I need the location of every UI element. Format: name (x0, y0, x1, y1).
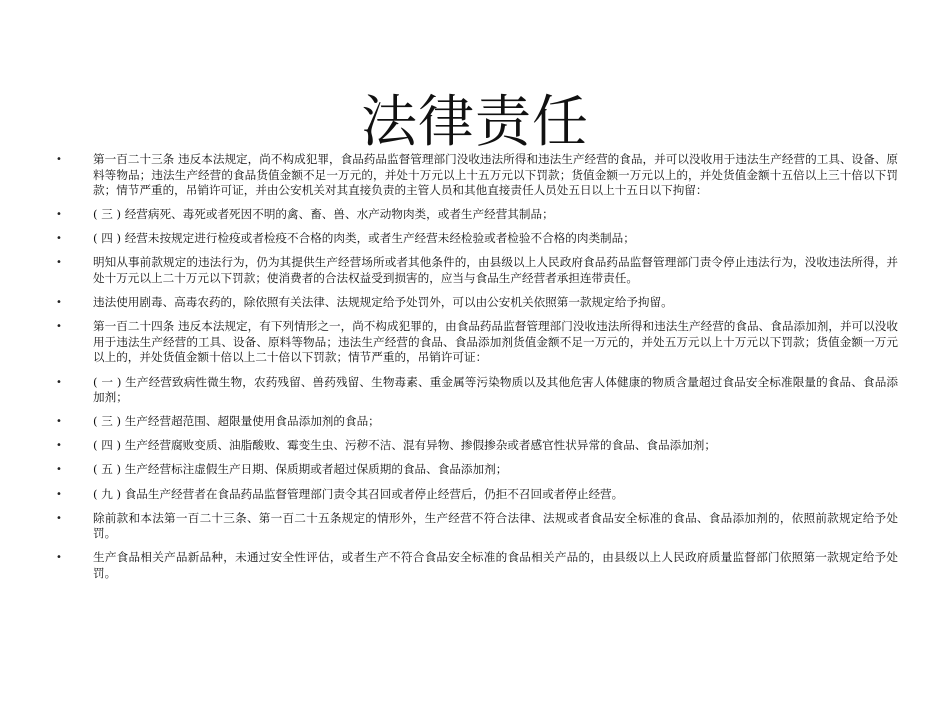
list-item (56, 319, 898, 366)
paragraph-text: ( 三 ) 经营病死、毒死或者死因不明的禽、畜、兽、水产动物肉类，或者生产经营其制品； (93, 207, 554, 222)
bullet-list (56, 152, 898, 590)
bullet-icon: • (56, 552, 62, 564)
paragraph-text: ( 四 ) 生产经营腐败变质、油脂酸败、霉变生虫、污秽不洁、混有异物、掺假掺杂或者感官性状异常的食品、食品添加剂； (93, 438, 716, 453)
paragraph-text: 生产食品相关产品新品种，未通过安全性评估，或者生产不符合食品安全标准的食品相关产品的，由县级以上人民政府质量监督部门依照第一款规定给予处罚。 (93, 550, 898, 580)
bullet-icon: • (56, 233, 62, 245)
list-item (56, 152, 898, 199)
paragraph-text: 除前款和本法第一百二十三条、第一百二十五条规定的情形外，生产经营不符合法律、法规或者食品安全标准的食品、食品添加剂的，依照前款规定给予处罚。 (93, 510, 898, 541)
list-item (56, 550, 898, 581)
bullet-icon: • (56, 376, 62, 388)
bullet-icon: • (56, 297, 62, 309)
paragraph-text: 第一百二十三条 违反本法规定，尚不构成犯罪，食品药品监督管理部门没收违法所得和违法生产经营的食品，并可以没收用于违法生产经营的工具、设备、原料等物品；违法生产经营的食品货值金额不足一万元的，并处十万元以上十五万元以下罚款；货值金额一万元以上的，并处货值金额十五倍以上三十倍以下罚款；情节严重的，吊销许可证，并由公安机关对其直接负责的主管人员和其他直接责任人员处五日以上十五日以下拘留： (93, 152, 898, 198)
bullet-icon: • (56, 512, 62, 524)
bullet-icon: • (56, 154, 62, 165)
list-item (56, 295, 898, 311)
bullet-icon: • (56, 321, 62, 333)
paragraph-text: ( 三 ) 生产经营超范围、超限量使用食品添加剂的食品； (93, 414, 380, 429)
paragraph-text: 第一百二十四条 违反本法规定，有下列情形之一，尚不构成犯罪的，由食品药品监督管理部门没收违法所得和违法生产经营的食品、食品添加剂，并可以没收用于违法生产经营的工具、设备、原料等物品；违法生产经营的食品、食品添加剂货值金额不足一万元的，并处五万元以上十万元以下罚款；货值金额一万元以上的，并处货值金额十倍以上二十倍以下罚款；情节严重的，吊销许可证： (93, 319, 898, 365)
bullet-icon: • (56, 488, 62, 500)
list-item (56, 438, 898, 454)
bullet-icon: • (56, 257, 62, 269)
list-item (56, 414, 898, 430)
bullet-icon: • (56, 464, 62, 476)
paragraph-text: ( 一 ) 生产经营致病性微生物，农药残留、兽药残留、生物毒素、重金属等污染物质以及其他危害人体健康的物质含量超过食品安全标准限量的食品、食品添加剂； (93, 374, 898, 405)
slide-title: 法律责任 (361, 89, 589, 155)
list-item (56, 207, 898, 223)
list-item (56, 487, 898, 503)
bullet-icon: • (56, 209, 62, 221)
list-item (56, 375, 898, 406)
paragraph-text: 明知从事前款规定的违法行为，仍为其提供生产经营场所或者其他条件的，由县级以上人民政府食品药品监督管理部门责令停止违法行为，没收违法所得，并处十万元以上二十万元以下罚款；使消费者的合法权益受到损害的，应当与食品生产经营者承担连带责任。 (93, 255, 898, 286)
list-item (56, 231, 898, 247)
paragraph-text: ( 五 ) 生产经营标注虚假生产日期、保质期或者超过保质期的食品、食品添加剂； (93, 462, 508, 477)
bullet-icon: • (56, 440, 62, 452)
list-item (56, 255, 898, 286)
paragraph-text: ( 九 ) 食品生产经营者在食品药品监督管理部门责令其召回或者停止经营后，仍拒不召回或者停止经营。 (93, 486, 624, 501)
list-item (56, 511, 898, 542)
paragraph-text: ( 四 ) 经营未按规定进行检疫或者检疫不合格的肉类，或者生产经营未经检验或者检验不合格的肉类制品； (93, 231, 635, 246)
list-item (56, 462, 898, 478)
bullet-icon: • (56, 416, 62, 428)
paragraph-text: 违法使用剧毒、高毒农药的，除依照有关法律、法规规定给予处罚外，可以由公安机关依照第一款规定给予拘留。 (93, 295, 673, 310)
